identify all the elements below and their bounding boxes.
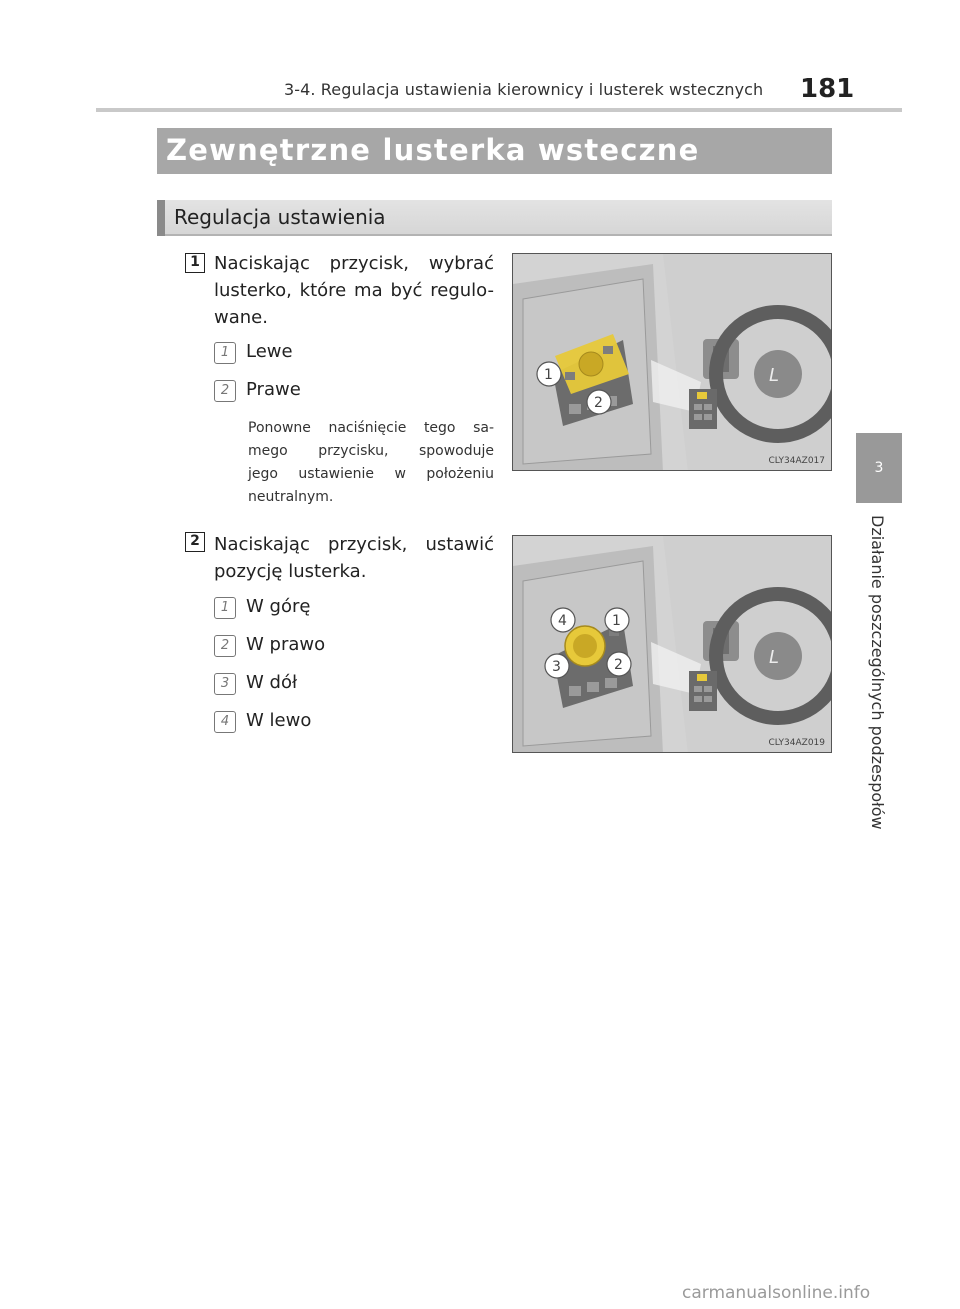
- item-label: W dół: [246, 672, 298, 693]
- chapter-header: 3-4. Regulacja ustawienia kierownicy i lusterek wstecznych: [284, 80, 764, 99]
- figure-mirror-select: [512, 253, 832, 471]
- item-number-badge: 1: [214, 342, 236, 364]
- svg-text:L: L: [769, 647, 780, 668]
- note-line-2: mego przycisku, spowoduje: [248, 443, 494, 459]
- figure-2-callout-3: 3: [552, 659, 561, 675]
- step-2-text-line1: Naciskając przycisk, ustawić: [214, 534, 494, 555]
- figure-2-code: CLY34AZ019: [768, 738, 825, 748]
- watermark: carmanualsonline.info: [682, 1283, 871, 1303]
- side-chapter-label: Działanie poszczególnych podzespołów: [868, 515, 887, 830]
- step-2-number: 2: [185, 532, 205, 552]
- step-1-text-line2: lusterko, które ma być regulo-: [214, 280, 494, 301]
- item-label: Prawe: [246, 379, 301, 400]
- note-line-3: jego ustawienie w położeniu: [248, 466, 494, 482]
- subsection-title: Regulacja ustawienia: [174, 205, 386, 229]
- step-2-text-line2: pozycję lusterka.: [214, 561, 367, 582]
- item-label: W prawo: [246, 634, 326, 655]
- note-line-1: Ponowne naciśnięcie tego sa-: [248, 420, 494, 436]
- item-number-badge: 2: [214, 635, 236, 657]
- figure-1-callout-1: 1: [544, 367, 553, 383]
- header-divider: [96, 108, 902, 112]
- subsection-accent: [157, 200, 165, 236]
- figure-2-callout-1: 1: [612, 613, 621, 629]
- item-label: W lewo: [246, 710, 312, 731]
- item-number-badge: 2: [214, 380, 236, 402]
- item-number-badge: 4: [214, 711, 236, 733]
- section-title: Zewnętrzne lusterka wsteczne: [166, 133, 700, 167]
- item-label: W górę: [246, 596, 311, 617]
- figure-2-callout-2: 2: [614, 657, 623, 673]
- step-1-text-line1: Naciskając przycisk, wybrać: [214, 253, 494, 274]
- figure-mirror-adjust: [512, 535, 832, 753]
- svg-text:L: L: [769, 365, 780, 386]
- figure-2-callout-4: 4: [558, 613, 567, 629]
- page-number: 181: [800, 74, 855, 104]
- figure-1-callout-2: 2: [594, 395, 603, 411]
- step-1-text-line3: wane.: [214, 307, 268, 328]
- figure-1-code: CLY34AZ017: [768, 456, 825, 466]
- item-label: Lewe: [246, 341, 293, 362]
- step-1-note: [248, 417, 494, 509]
- item-number-badge: 1: [214, 597, 236, 619]
- mirror-adjust-illustration: [513, 536, 832, 753]
- side-chapter-number: 3: [874, 460, 884, 476]
- mirror-select-illustration: [513, 254, 832, 471]
- item-number-badge: 3: [214, 673, 236, 695]
- step-1-number: 1: [185, 253, 205, 273]
- note-line-4: neutralnym.: [248, 489, 334, 505]
